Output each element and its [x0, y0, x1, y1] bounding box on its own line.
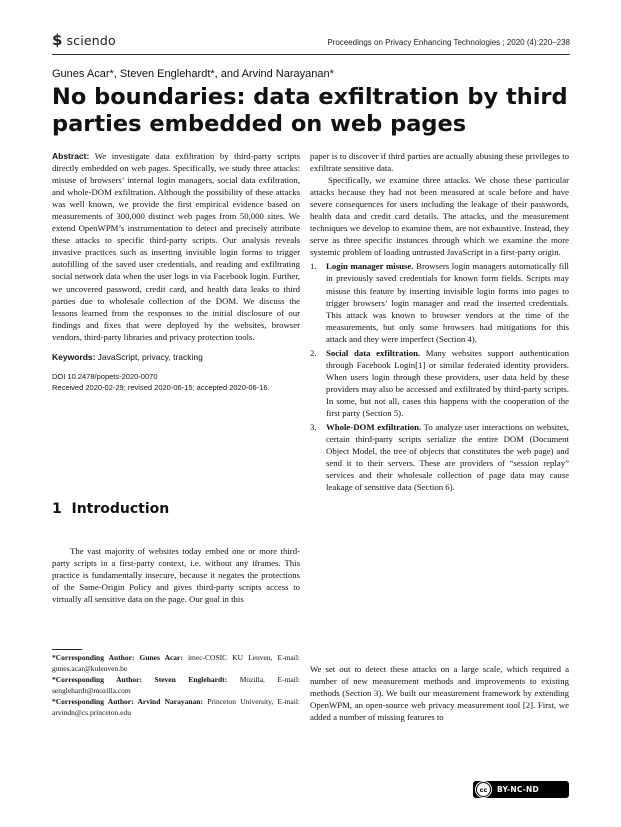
publication-info: [52, 371, 300, 393]
keywords-label: Keywords:: [52, 351, 96, 362]
received-dates: Received 2020-02-29; revised 2020-06-15; accepted 2020-06-16.: [52, 382, 270, 392]
abstract: [52, 150, 300, 343]
item-text: To analyze user interactions on websites, certain third-party scripts serialize the entire DOM (Document Object Model, the tree of objects that constitutes the web page) and send it to their servers. These are providers of “session replay” services and their wholesale collection of page data may cause leakage of sensitive data (Section 6).: [326, 422, 569, 493]
paragraph-method: We set out to detect these attacks on a large scale, which required a number of new measurement methods and improvements to existing methods (Section 3). We built our measurement framework by extending OpenWPM, an open-source web privacy measurement tool [2]. First, we added a number of missing features to: [310, 664, 569, 723]
author-list: Gunes Acar*, Steven Englehardt*, and Arvind Narayanan*: [52, 68, 334, 80]
footnote-divider: [52, 649, 82, 650]
footnote-englehardt: *Corresponding Author: Steven Englehardt: Mozilla, E-mail: senglehardt@mozilla.com: [52, 675, 301, 696]
attack-list: [310, 260, 569, 493]
publisher-logo: [52, 33, 116, 48]
left-column: [52, 150, 300, 393]
item-title: Social data exfiltration.: [326, 347, 421, 358]
item-title: Whole-DOM exfiltration.: [326, 422, 422, 433]
intro-paragraph: [52, 545, 300, 605]
paragraph-attacks: Specifically, we examine three attacks. We chose these particular attacks because they had not been measured at scale before and have severe consequences for users including the leakage of their passwords, health data and credit card details. The attacks, and the measurement techniques we develop to examine them, are not exhaustive. Instead, they serve as three specific instances through which we examine the more systemic problem of loading untrusted JavaScript in a first-party origin.: [310, 175, 569, 258]
item-title: Login manager misuse.: [326, 261, 414, 272]
intro-text: The vast majority of websites today embed one or more third-party scripts in a first-party context, i.e. without any iframes. This practice is fundamentally insecure, because it negates the protections of the Same-Origin Policy and gives third-party scripts access to virtually all sensitive data on the page. Our goal in this: [52, 546, 300, 605]
license-label: BY-NC-ND: [497, 785, 539, 794]
section-title: Introduction: [71, 501, 170, 517]
footnotes: [52, 652, 300, 719]
right-column: [310, 150, 569, 495]
footnote-acar: *Corresponding Author: Gunes Acar: imec-COSIC KU Leuven, E-mail: gunes.acar@kuleuven.be: [52, 653, 300, 674]
license-badge[interactable]: [473, 781, 569, 798]
abstract-text: We investigate data exfiltration by third-party scripts directly embedded on web pages. Specifically, we study three attacks: misuse of browsers’ internal login managers, social data exfiltration, and whole-DOM exfiltration. Although the possibility of these attacks was well known, we provide the first empirical evidence based on measurements of 300,000 distinct web pages from 50,000 sites. We extend OpenWPM’s instrumentation to detect and precisely attribute these attacks to specific third-party scripts. Our analysis reveals invasive practices such as inserting invisible login forms to trigger autofilling of the saved user credentials, and reading and exfiltrating social network data when the user logs in via Facebook login. Further, we uncovered password, credit card, and health data leaks to third parties due to wholesale collection of the DOM. We discuss the lessons learned from the responses to the initial disclosure of our findings and fixes that were deployed by the websites, browser vendors, third-party libraries and privacy protection tools.: [52, 151, 300, 342]
footnote-narayanan: *Corresponding Author: Arvind Narayanan: Princeton University, E-mail: arvindn@cs.princeton.edu: [52, 697, 301, 718]
page-header: [52, 33, 570, 51]
item-text: Many websites support authentication through Facebook Login[1] or similar federated identity providers. When users login through these providers, user data held by these providers may also be accessed and exfiltrated by third-party scripts. In some, but not all, cases this happens with the cooperation of the first party (Section 5).: [326, 347, 569, 418]
paper-title: No boundaries: data exfiltration by third parties embedded on web pages: [52, 84, 568, 137]
paragraph-goal: paper is to discover if third parties are actually abusing these privileges to exfiltrate sensitive data.: [310, 151, 569, 174]
keywords-text: JavaScript, privacy, tracking: [97, 351, 203, 362]
section-number: 1: [52, 501, 62, 517]
list-item: 1. Login manager misuse. Browsers login managers automatically fill in previously saved credentials for known form fields. Scripts may misuse this feature by inserting invisible login forms into pages to trigger browsers’ login manager and read the inserted credentials. This attack was known to browser vendors at the time of the measurements, but only some browsers had mitigations for this attack and they were imperfect (Section 4).: [310, 261, 569, 344]
publisher-name: sciendo: [66, 33, 116, 48]
abstract-label: Abstract:: [52, 151, 90, 161]
header-divider: [52, 54, 570, 55]
item-text: Browsers login managers automatically fill in previously saved credentials for known form fields. Scripts may misuse this feature by inserting invisible login forms into pages to trigger browsers’ login manager and read the inserted credentials. This attack was known to browser vendors at the time of the measurements, but only some browsers had mitigations for this attack and they were imperfect (Section 4).: [326, 261, 569, 344]
keywords: [52, 351, 300, 363]
list-item: 2. Social data exfiltration. Many websites support authentication through Facebook Login[1] or similar federated identity providers. When users login through these providers, user data held by these providers may also be accessed and exfiltrated by third-party scripts. In some, but not all, cases this happens with the cooperation of the first party (Section 5).: [310, 347, 569, 418]
section-heading: [52, 501, 169, 517]
doi-link[interactable]: DOI 10.2478/popets-2020-0070: [52, 371, 158, 381]
list-item: 3. Whole-DOM exfiltration. To analyze user interactions on websites, certain third-party scripts serialize the entire DOM (Document Object Model, the tree of objects that constitutes the web page) and send it to their servers. These are providers of “session replay” services and their wholesale collection of page data may cause leakage of sensitive data (Section 6).: [310, 422, 569, 493]
journal-citation: Proceedings on Privacy Enhancing Technologies ; 2020 (4):220–238: [327, 38, 570, 47]
creative-commons-icon: cc: [476, 782, 491, 797]
sciendo-logo-icon: $: [52, 31, 63, 49]
